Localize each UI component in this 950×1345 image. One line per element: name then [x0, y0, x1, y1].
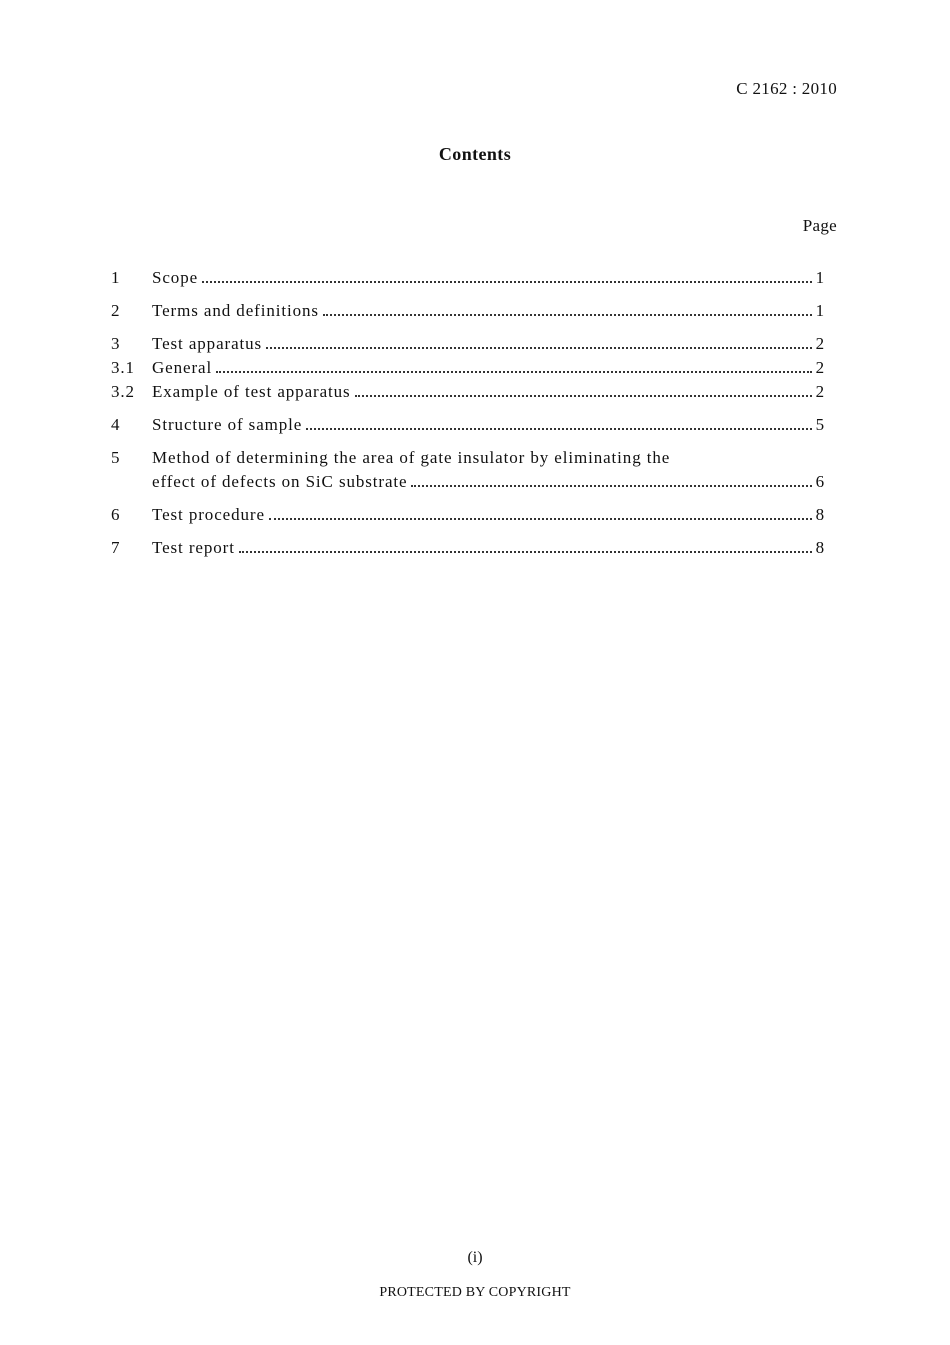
dot-leader: [306, 428, 812, 430]
toc-entry-test-apparatus[interactable]: [111, 332, 825, 356]
document-number: C 2162 : 2010: [736, 79, 837, 98]
toc-page-number: 2: [815, 358, 825, 377]
dot-leader: [411, 485, 812, 487]
toc-number: 5: [111, 448, 121, 467]
toc-entry-terms-and-definitions[interactable]: [111, 299, 825, 323]
toc-number: 6: [111, 505, 121, 524]
toc-label-line-1: Method of determining the area of gate insulator by eliminating the: [152, 448, 671, 467]
dot-leader: [239, 551, 812, 553]
toc-label: Terms and definitions: [152, 301, 319, 320]
toc-page-number: 1: [815, 301, 825, 320]
toc-entry-general[interactable]: [111, 356, 825, 380]
toc-number: 4: [111, 415, 121, 434]
table-of-contents: [111, 266, 825, 560]
toc-entry-example-of-test-apparatus[interactable]: [111, 380, 825, 404]
toc-page-number: 5: [815, 415, 825, 434]
toc-label: Structure of sample: [152, 415, 303, 434]
toc-label: Test procedure: [152, 505, 265, 524]
dot-leader: [323, 314, 812, 316]
dot-leader: [355, 395, 812, 397]
dot-leader: [202, 281, 812, 283]
toc-label: Example of test apparatus: [152, 382, 351, 401]
page-folio: (i): [467, 1249, 483, 1266]
toc-label: Test apparatus: [152, 334, 263, 353]
toc-entry-scope[interactable]: [111, 266, 825, 290]
toc-label: General: [152, 358, 213, 377]
toc-label: Scope: [152, 268, 199, 287]
toc-page-number: 2: [815, 334, 825, 353]
toc-number: 3.2: [111, 382, 135, 401]
toc-page-number: 8: [815, 538, 825, 557]
dot-leader: [216, 371, 812, 373]
toc-page-number: 6: [815, 472, 825, 491]
page-title: Contents: [438, 144, 512, 164]
toc-entry-method-of-determining-area[interactable]: [111, 446, 825, 494]
toc-page-number: 2: [815, 382, 825, 401]
toc-label: Test report: [152, 538, 235, 557]
dot-leader: [266, 347, 812, 349]
dot-leader: [269, 518, 812, 520]
toc-entry-structure-of-sample[interactable]: [111, 413, 825, 437]
toc-entry-test-report[interactable]: [111, 536, 825, 560]
toc-number: 7: [111, 538, 121, 557]
toc-number: 1: [111, 268, 121, 287]
page-column-heading: Page: [802, 216, 837, 235]
toc-number: 3.1: [111, 358, 135, 377]
copyright-notice: PROTECTED BY COPYRIGHT: [379, 1285, 571, 1300]
toc-page-number: 8: [815, 505, 825, 524]
toc-number: 3: [111, 334, 121, 353]
toc-label-line-2: effect of defects on SiC substrate: [152, 472, 408, 491]
toc-number: 2: [111, 301, 121, 320]
toc-page-number: 1: [815, 268, 825, 287]
toc-entry-test-procedure[interactable]: [111, 503, 825, 527]
